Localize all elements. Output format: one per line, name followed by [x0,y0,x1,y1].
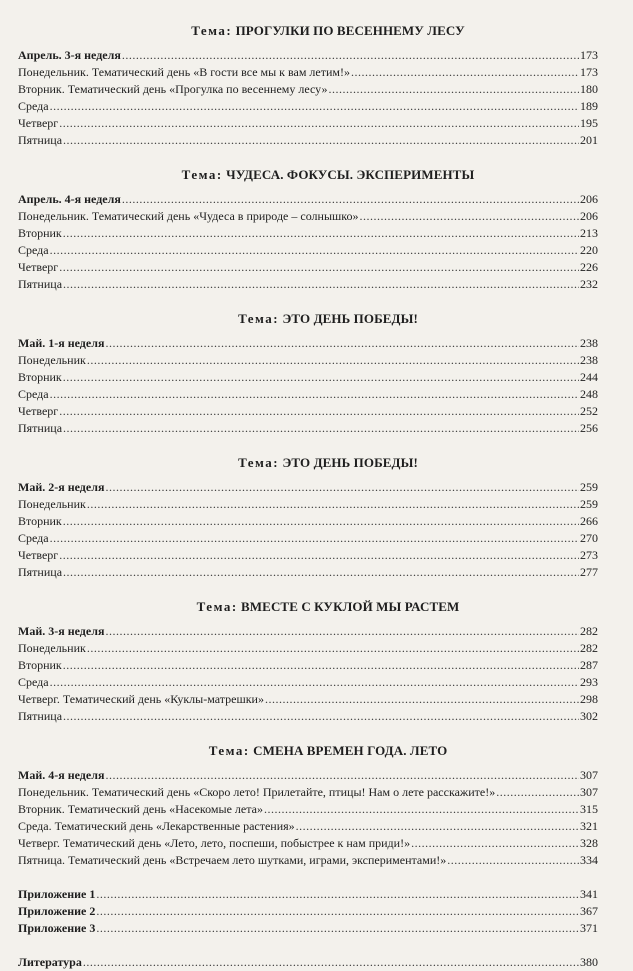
theme-prefix: Тема: [191,23,233,38]
day-entry [18,403,598,420]
dot-leader [447,852,579,869]
week-entry [18,191,598,208]
page-number: 206 [580,209,598,223]
toc-section [18,166,598,293]
page-number: 180 [580,82,598,96]
entry-title: Четверг [18,548,59,562]
entry-title: Пятница [18,709,63,723]
page-number: 248 [580,387,598,401]
appendix-entry [18,903,598,920]
dot-leader [59,259,579,276]
entry-title: Вторник [18,370,62,384]
day-entry [18,564,598,581]
entry-title: Пятница [18,133,63,147]
page-number: 321 [580,819,598,833]
page-number: 367 [580,904,598,918]
dot-leader [122,47,579,64]
day-entry [18,115,598,132]
page-number: 341 [580,887,598,901]
entry-title: Пятница. Тематический день «Встречаем лето шутками, играми, экспериментами!» [18,853,447,867]
dot-leader [105,767,579,784]
day-entry [18,691,598,708]
dot-leader [265,691,579,708]
dot-leader [83,954,579,971]
toc-section [18,742,598,869]
dot-leader [50,242,579,259]
page-number: 307 [580,785,598,799]
day-entry [18,420,598,437]
day-entry [18,132,598,149]
day-entry [18,657,598,674]
entry-title: Среда [18,387,49,401]
dot-leader [50,674,579,691]
theme-title [58,310,598,327]
theme-prefix: Тема: [181,167,223,182]
dot-leader [105,479,579,496]
page-number: 256 [580,421,598,435]
dot-leader [411,835,579,852]
entry-title: Среда [18,531,49,545]
entry-title: Четверг. Тематический день «Куклы-матрешки» [18,692,264,706]
dot-leader [87,640,579,657]
dot-leader [63,369,579,386]
page-number: 232 [580,277,598,291]
dot-leader [351,64,579,81]
page-number: 282 [580,641,598,655]
entry-title: Среда [18,99,49,113]
toc-section [18,22,598,149]
theme-prefix: Тема: [208,743,250,758]
page-number: 238 [580,336,598,350]
day-entry [18,640,598,657]
dot-leader [50,98,579,115]
literature-entry [18,954,598,971]
day-entry [18,225,598,242]
page-number: 226 [580,260,598,274]
page-number: 298 [580,692,598,706]
dot-leader [105,623,579,640]
entry-title: Май. 2-я неделя [18,480,105,494]
entry-title: Май. 1-я неделя [18,336,105,350]
entry-title: Приложение 2 [18,904,96,918]
page-number: 277 [580,565,598,579]
dot-leader [122,191,579,208]
entry-title: Понедельник [18,497,86,511]
entry-title: Понедельник [18,353,86,367]
appendix-entry [18,886,598,903]
entry-title: Четверг [18,116,59,130]
dot-leader [63,276,579,293]
day-entry [18,708,598,725]
entry-title: Понедельник. Тематический день «В гости все мы к вам летим!» [18,65,350,79]
day-entry [18,530,598,547]
entry-title: Четверг [18,404,59,418]
page-number: 282 [580,624,598,638]
dot-leader [63,513,579,530]
toc-section [18,598,598,725]
dot-leader [50,530,579,547]
entry-title: Вторник [18,658,62,672]
theme-prefix: Тема: [238,311,280,326]
dot-leader [105,335,579,352]
day-entry [18,259,598,276]
entry-title: Май. 4-я неделя [18,768,105,782]
entry-title: Апрель. 4-я неделя [18,192,121,206]
theme-title [58,454,598,471]
day-entry [18,352,598,369]
theme-name: ВМЕСТЕ С КУКЛОЙ МЫ РАСТЕМ [241,599,460,614]
dot-leader [264,801,579,818]
dot-leader [63,657,579,674]
week-entry [18,623,598,640]
dot-leader [59,403,579,420]
entry-title: Вторник. Тематический день «Насекомые лета» [18,802,263,816]
dot-leader [63,420,579,437]
day-entry [18,208,598,225]
page-number: 273 [580,548,598,562]
day-entry [18,64,598,81]
dot-leader [59,547,579,564]
day-entry [18,784,598,801]
theme-title [58,22,598,39]
week-entry [18,47,598,64]
page-number: 252 [580,404,598,418]
dot-leader [496,784,579,801]
entry-title: Приложение 1 [18,887,96,901]
day-entry [18,369,598,386]
page-number: 371 [580,921,598,935]
theme-name: ПРОГУЛКИ ПО ВЕСЕННЕМУ ЛЕСУ [235,23,465,38]
theme-name: ЧУДЕСА. ФОКУСЫ. ЭКСПЕРИМЕНТЫ [226,167,475,182]
dot-leader [96,886,579,903]
dot-leader [359,208,579,225]
page-number: 244 [580,370,598,384]
entry-title: Приложение 3 [18,921,96,935]
theme-prefix: Тема: [196,599,238,614]
day-entry [18,513,598,530]
page-number: 266 [580,514,598,528]
day-entry [18,81,598,98]
page-number: 287 [580,658,598,672]
dot-leader [87,496,579,513]
dot-leader [328,81,579,98]
theme-name: СМЕНА ВРЕМЕН ГОДА. ЛЕТО [253,743,448,758]
day-entry [18,386,598,403]
page-number: 380 [580,955,598,969]
entry-title: Пятница [18,277,63,291]
day-entry [18,496,598,513]
entry-title: Вторник [18,226,62,240]
theme-title [58,166,598,183]
page-number: 206 [580,192,598,206]
day-entry [18,852,598,869]
theme-prefix: Тема: [238,455,280,470]
entry-title: Вторник. Тематический день «Прогулка по весеннему лесу» [18,82,328,96]
entry-title: Четверг. Тематический день «Лето, лето, поспеши, побыстрее к нам приди!» [18,836,411,850]
theme-title [58,742,598,759]
page-number: 201 [580,133,598,147]
page-number: 307 [580,768,598,782]
page-number: 213 [580,226,598,240]
theme-name: ЭТО ДЕНЬ ПОБЕДЫ! [282,311,418,326]
dot-leader [59,115,579,132]
entry-title: Среда [18,243,49,257]
entry-title: Понедельник. Тематический день «Чудеса в природе – солнышко» [18,209,359,223]
entry-title: Среда. Тематический день «Лекарственные растения» [18,819,295,833]
dot-leader [63,708,579,725]
entry-title: Вторник [18,514,62,528]
entry-title: Май. 3-я неделя [18,624,105,638]
toc-section [18,310,598,437]
dot-leader [63,564,579,581]
page-number: 220 [580,243,598,257]
entry-title: Апрель. 3-я неделя [18,48,121,62]
page-number: 173 [580,48,598,62]
entry-title: Среда [18,675,49,689]
literature-section [18,954,598,971]
page-number: 259 [580,480,598,494]
page-number: 328 [580,836,598,850]
entry-title: Понедельник. Тематический день «Скоро лето! Прилетайте, птицы! Нам о лете расскажите!» [18,785,496,799]
entry-title: Литература [18,955,82,969]
entry-title: Понедельник [18,641,86,655]
page-number: 173 [580,65,598,79]
appendices-list [18,886,598,937]
page-number: 334 [580,853,598,867]
page-number: 195 [580,116,598,130]
page-number: 293 [580,675,598,689]
dot-leader [50,386,579,403]
dot-leader [96,903,579,920]
week-entry [18,767,598,784]
entry-title: Пятница [18,565,63,579]
page-number: 238 [580,353,598,367]
day-entry [18,801,598,818]
day-entry [18,276,598,293]
day-entry [18,98,598,115]
entry-title: Четверг [18,260,59,274]
day-entry [18,242,598,259]
dot-leader [96,920,579,937]
page-number: 270 [580,531,598,545]
day-entry [18,674,598,691]
theme-name: ЭТО ДЕНЬ ПОБЕДЫ! [282,455,418,470]
page-number: 302 [580,709,598,723]
day-entry [18,818,598,835]
dot-leader [63,225,579,242]
theme-title [58,598,598,615]
entry-title: Пятница [18,421,63,435]
dot-leader [87,352,579,369]
page-number: 315 [580,802,598,816]
day-entry [18,547,598,564]
dot-leader [63,132,579,149]
appendix-entry [18,920,598,937]
page-number: 189 [580,99,598,113]
week-entry [18,479,598,496]
toc-section [18,454,598,581]
dot-leader [296,818,579,835]
week-entry [18,335,598,352]
page-number: 259 [580,497,598,511]
day-entry [18,835,598,852]
